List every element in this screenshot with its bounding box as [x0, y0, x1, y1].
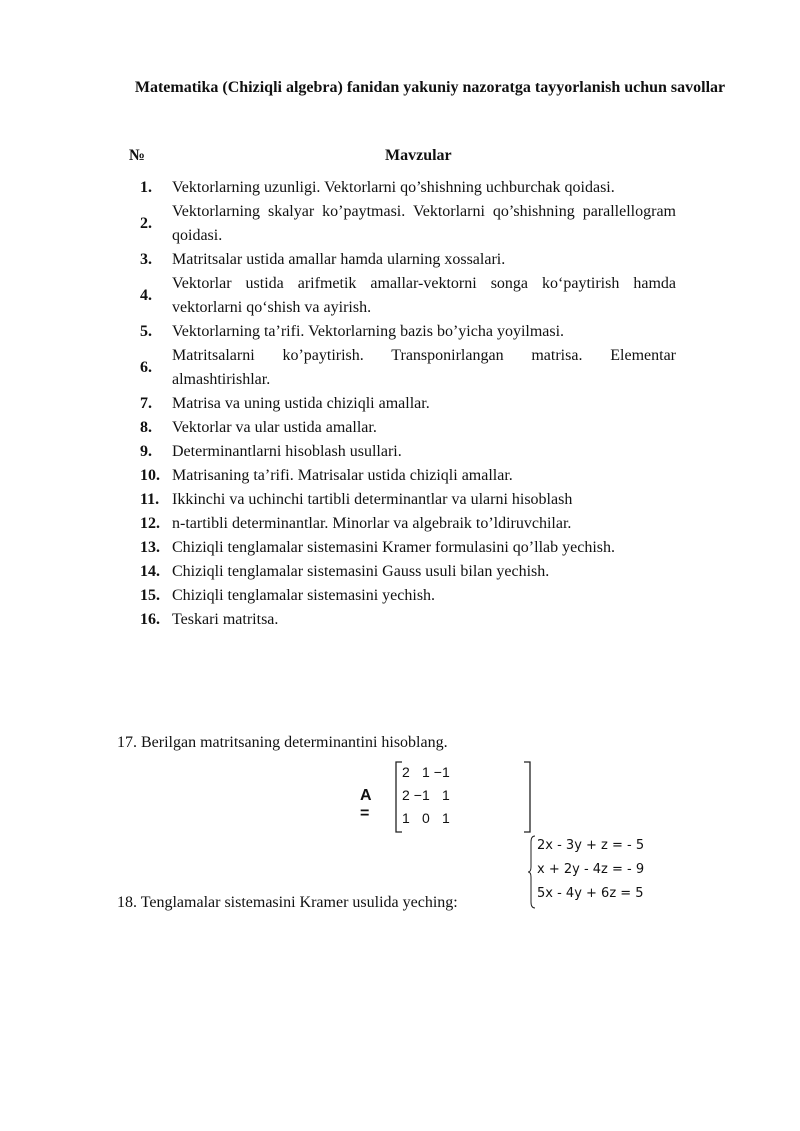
item-text: Determinantlarni hisoblash usullari.	[172, 443, 402, 460]
question-17-text: 17. Berilgan matritsaning determinantini hisoblang.	[117, 734, 448, 751]
item-text: Vektorlar ustida arifmetik amallar-vektorni songa ko‘paytirish hamda vektorlarni qo‘shish va ayirish.	[172, 275, 676, 316]
item-number: 13.	[140, 539, 160, 556]
item-text: Matrisaning ta’rifi. Matrisalar ustida chiziqli amallar.	[172, 467, 513, 484]
list-item	[140, 512, 680, 536]
item-text: Vektorlarning uzunligi. Vektorlarni qo’shishning uchburchak qoidasi.	[172, 179, 615, 196]
item-text: Vektorlarning skalyar ko’paytmasi. Vektorlarni qo’shishning parallellogram qoidasi.	[172, 203, 676, 244]
matrix-cell: 1	[402, 809, 410, 826]
matrix-cell: 2	[402, 786, 410, 803]
item-text: Teskari matritsa.	[172, 611, 279, 628]
topics-list	[140, 176, 680, 632]
matrix-label: A =	[360, 787, 371, 822]
list-item	[140, 488, 680, 512]
list-item	[140, 176, 680, 200]
column-header-number: №	[129, 147, 146, 164]
list-item	[140, 320, 680, 344]
item-text: Chiziqli tenglamalar sistemasini Gauss usuli bilan yechish.	[172, 563, 550, 580]
equation-2: x + 2y - 4z = - 9	[537, 862, 645, 877]
item-number: 15.	[140, 587, 160, 604]
matrix-cell: 0	[421, 809, 430, 826]
matrix-cell: −1	[433, 763, 450, 780]
item-number: 11.	[140, 491, 160, 508]
column-header-topics: Mavzular	[385, 147, 452, 164]
list-item	[140, 392, 680, 416]
item-number: 8.	[140, 419, 152, 436]
item-text: Chiziqli tenglamalar sistemasini Kramer formulasini qo’llab yechish.	[172, 539, 615, 556]
item-text: Vektorlarning ta’rifi. Vektorlarning bazis bo’yicha yoyilmasi.	[172, 323, 565, 340]
item-number: 1.	[140, 179, 152, 196]
item-number: 4.	[140, 287, 152, 304]
item-text: Chiziqli tenglamalar sistemasini yechish.	[172, 587, 436, 604]
list-item	[140, 344, 680, 392]
matrix-cell: 1	[421, 763, 430, 780]
item-text: Vektorlar va ular ustida amallar.	[172, 419, 377, 436]
list-item	[140, 584, 680, 608]
list-item	[140, 200, 680, 248]
list-item	[140, 560, 680, 584]
list-item	[140, 272, 680, 320]
item-number: 6.	[140, 359, 152, 376]
item-number: 16.	[140, 611, 160, 628]
item-number: 2.	[140, 215, 152, 232]
matrix-cell: −1	[413, 786, 430, 803]
item-text: Ikkinchi va uchinchi tartibli determinantlar va ularni hisoblash	[172, 491, 573, 508]
item-text: Matritsalar ustida amallar hamda ularning xossalari.	[172, 251, 506, 268]
item-text: n-tartibli determinantlar. Minorlar va algebraik to’ldiruvchilar.	[172, 515, 572, 532]
matrix-cell: 1	[441, 786, 450, 803]
item-number: 14.	[140, 563, 160, 580]
list-item	[140, 248, 680, 272]
item-text: Matritsalarni ko’paytirish. Transponirlangan matrisa. Elementar almashtirishlar.	[172, 347, 676, 388]
list-item	[140, 608, 680, 632]
matrix-cell: 1	[441, 809, 450, 826]
page-title: Matematika (Chiziqli algebra) fanidan yakuniy nazoratga tayyorlanish uchun savollar	[134, 79, 726, 96]
item-number: 12.	[140, 515, 160, 532]
system-brace	[527, 834, 537, 910]
equation-1: 2x - 3y + z = - 5	[537, 838, 645, 853]
list-item	[140, 536, 680, 560]
item-number: 10.	[140, 467, 160, 484]
list-item	[140, 464, 680, 488]
item-number: 9.	[140, 443, 152, 460]
item-number: 7.	[140, 395, 152, 412]
list-item	[140, 416, 680, 440]
item-text: Matrisa va uning ustida chiziqli amallar.	[172, 395, 430, 412]
equation-3: 5x - 4y + 6z = 5	[537, 886, 644, 901]
list-item	[140, 440, 680, 464]
matrix-cell: 2	[402, 763, 410, 780]
item-number: 5.	[140, 323, 152, 340]
matrix-grid	[402, 760, 454, 829]
question-18-text: 18. Tenglamalar sistemasini Kramer usulida yeching:	[117, 894, 458, 911]
item-number: 3.	[140, 251, 152, 268]
